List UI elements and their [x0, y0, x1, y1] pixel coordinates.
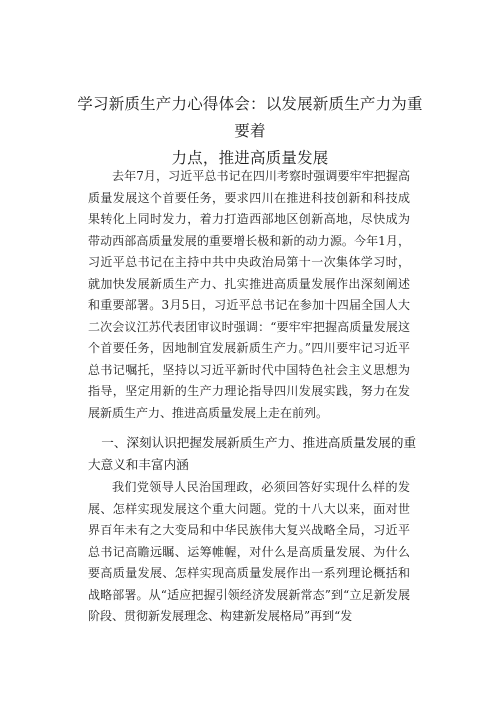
section-heading: 一、深刻认识把握发展新质生产力、推进高质量发展的重大意义和丰富内涵	[88, 435, 417, 472]
title-line-2: 力点，推进高质量发展	[171, 149, 329, 167]
intro-paragraph: 去年7月，习近平总书记在四川考察时强调要牢牢把握高质量发展这个首要任务，要求四川在推进科技创新和科技成果转化上同时发力，着力打造西部地区创新高地，尽快成为带动西部高质量发展的重要增长极和新的动力源。今年1月，习近平总书记在主持中共中央政治局第十一次集体学习时，就加快发展新质生产力、扎实推进高质量发展作出深刻阐述和重要部署。3月5日，习近平总书记在参加十四届全国人大二次会议江苏代表团审议时强调：“要牢牢把握高质量发展这个首要任务，因地制宜发展新质生产力。”四川要牢记习近平总书记嘱托，坚持以习近平新时代中国特色社会主义思想为指导，坚定用新的生产力理论指导四川发展实践，努力在发展新质生产力、推进高质量发展上走在前列。	[88, 169, 410, 420]
section-body	[88, 477, 410, 628]
section-paragraph: 我们党领导人民治国理政，必须回答好实现什么样的发展、怎样实现发展这个重大问题。党的十八大以来，面对世界百年未有之大变局和中华民族伟大复兴战略全局，习近平总书记高瞻远瞩、运筹帷幄，对什么是高质量发展、为什么要高质量发展、怎样实现高质量发展作出一系列理论概括和战略部署。从“适应把握引领经济发展新常态”到“立足新发展阶段、贯彻新发展理念、构建新发展格局”再到“发	[88, 480, 410, 623]
intro-section	[88, 166, 410, 424]
document-title	[70, 91, 430, 172]
title-line-1: 学习新质生产力心得体会：以发展新质生产力为重要着	[77, 95, 423, 140]
